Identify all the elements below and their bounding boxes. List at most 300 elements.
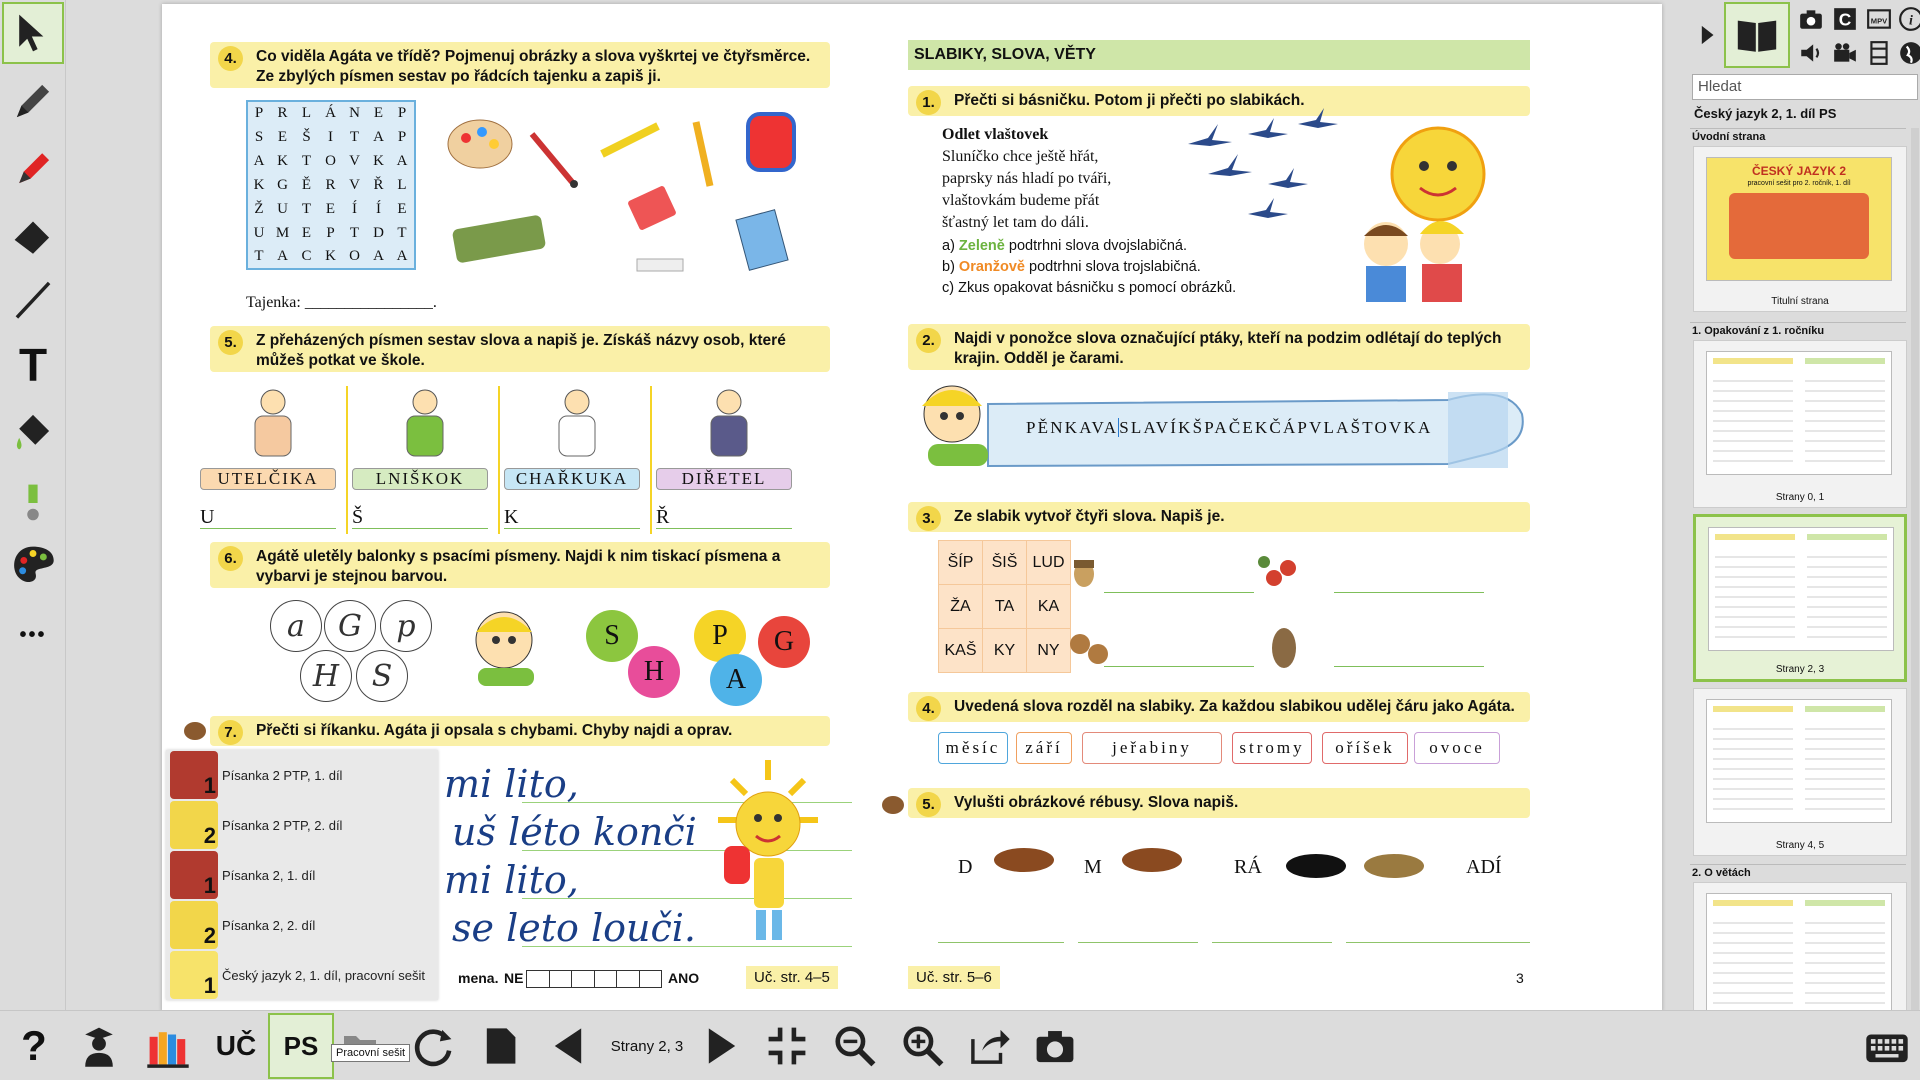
mpv-button[interactable] [1862,2,1896,36]
more-tools-button[interactable] [2,604,64,666]
line-icon [10,276,56,322]
ano-label: ANO [668,970,700,986]
task-number: 6. [218,546,243,571]
tooltip: Pracovní sešit [331,1044,410,1062]
arrow-cursor-icon [10,10,56,56]
book-menu-label: Písanka 2 PTP, 2. díl [222,817,343,833]
share-icon [966,1023,1012,1069]
grid-cell: Í [376,200,382,217]
eraser-tool-button[interactable] [2,202,64,264]
library-button[interactable] [140,1015,196,1077]
poem-body [942,146,1111,234]
collapse-panel-button[interactable] [1690,18,1724,52]
grid-cell: A [396,248,409,264]
task-text: Agátě uletěly balonky s psacími písmeny. Najdi k nim tiskací písmena a vybarvi je stejnou barvou. [256,548,781,585]
cursive-balloon[interactable]: S [356,650,408,702]
eraser-icon [627,185,677,231]
column-divider [346,386,348,534]
triangle-left-icon [546,1023,590,1069]
grid-cell: D [373,224,385,241]
task-text: Co viděla Agáta ve třídě? Pojmenuj obrázky a slova vyškrtej ve čtyřsměrce. Ze zbylých písmen sestav po řádcích tajenku a zapiš ji. [256,48,811,85]
grid-cell: V [349,176,361,193]
book-menu-item[interactable] [170,800,438,850]
pinecone-icon [1272,628,1296,668]
grid-cell: Ř [373,176,385,193]
rosehip-icon [1258,556,1296,586]
syllable-word-box[interactable]: oříšek [1322,732,1408,764]
volume-number: 1 [203,973,216,998]
notebook-icon [736,210,788,271]
c-button[interactable] [1828,2,1862,36]
help-button[interactable] [14,1015,54,1077]
task-6-left [210,542,830,588]
syllable-cell: TA [983,585,1027,629]
cursive-text: se leto louči. [452,906,696,950]
sun-character-illustration [708,750,828,950]
book-menu-item[interactable] [170,950,438,1000]
syllable-grid [938,540,1071,673]
task-5-left [210,326,830,372]
teacher-button[interactable] [74,1015,124,1077]
grid-cell: Á [325,105,337,121]
info-button[interactable] [1894,2,1920,36]
task-text: Najdi v ponožce slova označující ptáky, kteří na podzim odlétají do teplých krajin. Odděl je čarami. [954,330,1502,367]
grid-cell: A [253,152,266,169]
screenshot-button[interactable] [1030,1015,1080,1077]
stroke-size-button[interactable] [2,472,64,534]
book-cover-thumb [170,801,218,849]
audio-button[interactable] [1794,36,1828,70]
grid-cell: T [349,224,361,241]
backpack-icon [748,114,794,170]
book-cover-thumb [170,901,218,949]
book-menu-item[interactable] [170,850,438,900]
cover-subtitle: pracovní sešit pro 2. ročník, 1. díl [1747,180,1851,187]
agata-girl-illustration [458,602,548,688]
tajenka-label: Tajenka: ________________. [246,294,437,311]
grid-cell: A [277,248,289,264]
grid-cell: K [253,176,266,193]
more-dots-icon: ••• [19,623,47,646]
answer-start-letter: Ř [656,506,670,528]
grid-cell: E [301,224,313,241]
thumbnail-preview [1706,351,1892,475]
thumbnail-preview [1708,527,1894,651]
answer-line[interactable] [200,528,336,529]
grid-cell: R [277,105,289,121]
grid-cell: O [349,248,361,264]
globe-button[interactable] [1894,36,1920,70]
grid-cell: Ž [254,200,265,217]
volume-number: 1 [203,773,216,798]
cursive-text: uš léto konči [452,810,697,854]
mistakes-label: mena. [458,970,499,986]
book-menu-item[interactable] [170,900,438,950]
person-illustration [380,386,470,466]
film-button[interactable] [1862,36,1896,70]
thumbnail-caption: Titulní strana [1771,296,1829,307]
zoom-out-icon [832,1023,878,1069]
refresh-button[interactable] [408,1015,458,1077]
palette-icon [448,120,512,168]
paint-bucket-icon [10,408,56,454]
brush-icon [532,134,578,188]
pencil-case-icon [452,214,547,263]
owl-icon [184,722,206,740]
grid-cell: I [328,128,334,145]
page-thumbnail[interactable] [1693,340,1907,508]
palette-tool-button[interactable] [2,534,64,596]
grid-cell: E [373,105,385,121]
color-balloon[interactable]: H [628,646,680,698]
owl-icon [882,796,904,814]
grid-cell: N [349,105,361,121]
grid-cell: A [373,128,385,145]
scrambled-word: DIŘETEL [656,468,792,490]
pencil-icon [696,122,710,186]
zoom-out-button[interactable] [830,1015,880,1077]
grid-cell: P [397,105,408,121]
teacher-icon [76,1023,122,1069]
line-tool-button[interactable] [2,268,64,330]
grid-cell: E [397,200,408,217]
cursive-balloon[interactable]: p [380,600,432,652]
grid-cell: P [397,128,408,145]
task-text: Přečti si básničku. Potom ji přečti po slabikách. [954,92,1305,109]
thumbnail-scrollbar[interactable] [1911,128,1919,1018]
carp-fish-icon [1354,840,1434,890]
task-number: 2. [916,328,941,353]
task-number: 4. [218,46,243,71]
grid-cell: K [373,152,385,169]
person-illustration [684,386,774,466]
svg-text:MPV: MPV [1870,16,1888,26]
subtask-c: c) Zkus opakovat básničku s pomocí obrázků. [942,280,1237,296]
chalk-icon [637,259,683,271]
sock-text-part-b: SLAVÍKŠPAČEKČÁPVLAŠTOVKA [1119,418,1433,437]
volume-number: 2 [203,823,216,848]
subtask-b: b) Oranžově podtrhni slova trojslabičná. [942,259,1201,275]
camera-icon [1032,1023,1078,1069]
page-thumbnail[interactable] [1693,146,1907,312]
color-balloon[interactable]: S [586,610,638,662]
uc-button[interactable] [212,1015,260,1077]
textbook-ref-left: Uč. str. 4–5 [746,966,838,989]
rebus-letters: M [1084,856,1102,878]
answer-line[interactable] [1104,592,1254,593]
page-thumbnail[interactable] [1693,514,1907,682]
answer-line[interactable] [504,528,640,529]
syllable-word-box[interactable]: stromy [1232,732,1312,764]
hazelnut-icon [1070,634,1108,664]
section-heading[interactable]: Úvodní strana [1690,128,1906,145]
svg-text:C: C [1838,9,1852,30]
answer-line[interactable] [1334,666,1484,667]
poem-line: paprsky nás hladí po tváři, [942,170,1112,187]
book-menu-label: Písanka 2, 2. díl [222,917,316,933]
refresh-icon [410,1023,456,1069]
rebus-letters: RÁ [1234,856,1262,878]
syllable-word-box[interactable]: jeřabiny [1082,732,1222,764]
answer-line[interactable] [1334,592,1484,593]
marker-tool-button[interactable] [2,136,64,198]
person-illustration [228,386,318,466]
grid-cell: L [397,176,408,193]
grid-cell: V [349,152,361,169]
color-balloon[interactable]: P [694,610,746,662]
swallows-sun-kids-illustration [1168,104,1528,304]
task-2-right [908,324,1530,370]
task-3-right [908,502,1530,532]
answer-start-letter: U [200,506,215,528]
search-input[interactable]: Hledat [1692,74,1918,100]
camera-icon [1798,6,1824,32]
person-illustration [532,386,622,466]
c-letter-icon [1832,6,1858,32]
books-icon [145,1023,191,1069]
poem-line: Sluníčko chce ještě hřát, [942,148,1099,165]
task-number: 7. [218,720,243,745]
syllable-word-box[interactable]: měsíc [938,732,1008,764]
grid-cell: S [254,128,265,145]
ps-label: PS [283,1030,319,1061]
crayfish-icon [984,834,1064,884]
cursive-text: mi lito, [444,858,579,902]
speaker-icon [1798,40,1824,66]
rebus-letters: D [958,856,973,878]
grid-cell: P [254,105,265,121]
info-icon [1898,6,1920,32]
next-page-button[interactable] [700,1015,744,1077]
document-icon [478,1023,522,1069]
section-heading[interactable]: 2. O větách [1690,864,1906,881]
grid-cell: T [349,128,361,145]
page-right [904,4,1662,1012]
question-icon: ? [21,1022,47,1069]
crayfish-icon [1112,834,1192,884]
syllable-cell: LUD [1027,541,1071,585]
fit-screen-icon [764,1023,810,1069]
scrambled-word: LNIŠKOK [352,468,488,490]
grid-cell: L [301,105,313,121]
syllable-cell: KY [983,629,1027,673]
prev-page-button[interactable] [546,1015,590,1077]
subtask-a: a) Zeleně podtrhni slova dvojslabičná. [942,238,1188,254]
rebus-line[interactable] [1078,942,1198,943]
cursive-text: mi lito, [444,762,579,806]
rebus-letters: ADÍ [1466,856,1502,878]
textbook-ref-right: Uč. str. 5–6 [908,966,1000,989]
books-popup-menu [166,750,438,1000]
cursive-balloon[interactable]: a [270,600,322,652]
open-book-icon [1733,11,1781,59]
grid-cell: Í [352,200,358,217]
pencil-tool-button[interactable] [2,70,64,132]
answer-start-letter: Š [352,506,364,528]
answer-line[interactable] [352,528,488,529]
cover-title: ČESKÝ JAZYK 2 [1751,164,1847,178]
task-text: Uvedená slova rozděl na slabiky. Za každou slabikou udělej čáru jako Agáta. [954,698,1515,715]
mpv-icon [1866,6,1892,32]
answer-line[interactable] [656,528,792,529]
book-menu-label: Český jazyk 2, 1. díl, pracovní sešit [222,967,426,983]
book-cover-thumb [170,951,218,999]
share-button[interactable] [964,1015,1014,1077]
answer-start-letter: K [504,506,519,528]
red-marker-icon [10,144,56,190]
keyboard-icon [1864,1023,1910,1069]
grid-cell: C [301,248,313,264]
school-items-illustration [442,104,822,284]
svg-text:i: i [1909,12,1913,29]
grid-cell: M [275,224,291,241]
syllable-cell: KAŠ [939,629,983,673]
fit-screen-button[interactable] [762,1015,812,1077]
rosehip-cone-illustration [1234,544,1344,674]
ne-label: NE [504,970,524,986]
zoom-in-button[interactable] [898,1015,948,1077]
sock-text [1026,418,1432,438]
grid-cell: R [325,176,337,193]
task-number: 4. [916,696,941,721]
fill-tool-button[interactable] [2,400,64,462]
syllable-word-box[interactable]: ovoce [1414,732,1500,764]
rebus-line[interactable] [1346,942,1530,943]
book-menu-item[interactable] [170,750,438,800]
bottom-toolbar [0,1010,1920,1080]
triangle-right-icon [1694,22,1720,48]
camera-button[interactable] [1794,2,1828,36]
eraser-icon [10,210,56,256]
sock-text-part-a: PĚNKAVA [1026,418,1119,437]
grid-cell: E [277,128,289,145]
syllable-cell: ŠIŠ [983,541,1027,585]
task-7-left [210,716,830,746]
column-divider [650,386,652,534]
acorn-icon [1074,560,1094,587]
globe-icon [1898,40,1920,66]
color-balloon[interactable]: G [758,616,810,668]
section-heading[interactable]: 1. Opakování z 1. ročníku [1690,322,1906,339]
grid-cell: U [253,224,266,241]
cursive-balloon[interactable]: G [324,600,376,652]
grid-cell: T [254,248,265,264]
grid-cell: Š [302,128,312,145]
task-number: 5. [916,792,941,817]
task-text: Přečti si říkanku. Agáta ji opsala s chybami. Chyby najdi a oprav. [256,722,733,739]
grid-cell: P [326,224,336,241]
select-tool-button[interactable] [2,2,64,64]
book-view-button[interactable] [1724,2,1790,68]
grid-cell: G [277,176,289,193]
page-button[interactable] [478,1015,522,1077]
triangle-right-icon [700,1023,744,1069]
right-panel [1690,0,1920,1010]
rebus-line[interactable] [1212,942,1332,943]
grid-cell: O [325,152,337,169]
score-boxes [526,970,662,988]
scrambled-word: CHAŘKUKA [504,468,640,490]
crow-icon [1276,840,1356,890]
task-number: 5. [218,330,243,355]
page-number: 3 [1516,970,1524,986]
answer-line[interactable] [1104,666,1254,667]
uc-label: UČ [215,1030,257,1061]
syllable-cell: ŠÍP [939,541,983,585]
grid-cell: T [301,152,313,169]
thumbnail-preview [1706,699,1892,823]
word-search-grid [246,100,416,270]
syllable-word-box[interactable]: září [1016,732,1072,764]
text-tool-button[interactable] [2,334,64,396]
scrambled-word: UTELČIKA [200,468,336,490]
grid-cell: Ě [301,176,313,193]
grid-cell: E [325,200,337,217]
column-divider [498,386,500,534]
pencil-icon [10,78,56,124]
grid-cell: T [301,200,313,217]
task-text: Ze slabik vytvoř čtyři slova. Napiš je. [954,508,1225,525]
thumbnail-caption: Strany 0, 1 [1775,492,1825,503]
color-balloon[interactable]: A [710,654,762,706]
task-4-left [210,42,830,88]
pages-label: Strany 2, 3 [610,1037,684,1055]
grid-cell: U [277,200,289,217]
grid-cell: T [397,224,408,241]
film-strip-icon [1866,40,1892,66]
thumbnail-preview [1706,157,1892,281]
syllable-cell: ŽA [939,585,983,629]
palette-icon [10,542,56,588]
ps-button[interactable] [268,1013,334,1079]
syllable-cell: NY [1027,629,1071,673]
left-toolbar [0,0,66,1010]
book-cover-thumb [170,851,218,899]
zoom-in-icon [900,1023,946,1069]
book-cover-thumb [170,751,218,799]
grid-cell: A [396,152,409,169]
stroke-size-icon [10,480,56,526]
poem-title: Odlet vlaštovek [942,126,1049,143]
task-text: Z přeházených písmen sestav slova a napiš je. Získáš názvy osob, které můžeš potkat ve škole. [256,332,786,369]
thumbnail-caption: Strany 2, 3 [1775,664,1825,675]
grid-cell: A [373,248,385,264]
poem-line: šťastný let tam do dáli. [942,214,1089,231]
task-number: 3. [916,506,941,531]
task-4-right [908,692,1530,722]
book-menu-label: Písanka 2, 1. díl [222,867,316,883]
poem-line: vlaštovkám budeme přát [942,192,1100,209]
thumbnail-caption: Strany 4, 5 [1775,840,1825,851]
task-5-right [908,788,1530,818]
pen-icon [602,126,658,154]
keyboard-button[interactable] [1862,1015,1912,1077]
acorn-hazelnut-illustration [1064,544,1184,674]
cursive-balloon[interactable]: H [300,650,352,702]
task-number: 1. [916,90,941,115]
cover-illustration [1729,193,1869,259]
video-button[interactable] [1828,36,1862,70]
rebus-line[interactable] [938,942,1064,943]
book-title: Český jazyk 2, 1. díl PS [1694,106,1837,121]
grid-cell: K [325,248,337,264]
syllable-cell: KA [1027,585,1071,629]
volume-number: 2 [203,923,216,948]
book-menu-label: Písanka 2 PTP, 1. díl [222,767,343,783]
thumbnail-preview [1706,893,1892,1017]
section-title: SLABIKY, SLOVA, VĚTY [908,40,1530,70]
page-thumbnail[interactable] [1693,688,1907,856]
